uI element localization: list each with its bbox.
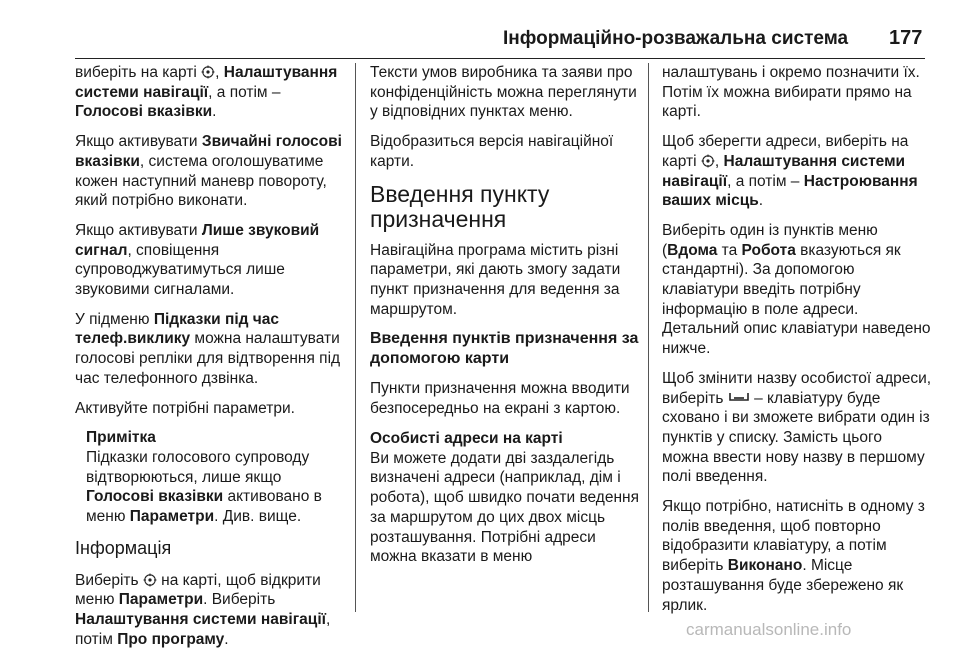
text: , сповіщення супроводжуватимуться лише звуковими сигналами. (75, 241, 285, 299)
text: активовано в меню (86, 488, 322, 526)
paragraph (662, 132, 932, 211)
watermark: carmanualsonline.info (686, 620, 852, 639)
menu-term: Підказки під час телеф.виклику (75, 310, 280, 348)
text: на карті, щоб відкрити меню (75, 571, 321, 609)
text: . Див. вище. (214, 508, 302, 526)
paragraph (75, 310, 347, 389)
text: , потім (75, 611, 331, 648)
paragraph: Пункти призначення можна вводити безпосередньо на екрані з картою. (370, 380, 630, 418)
column-1 (75, 63, 347, 660)
text: . (212, 103, 217, 121)
header-rule (75, 58, 925, 59)
paragraph (75, 221, 347, 300)
text: можна налаштувати голосові репліки для відтворення під час телефонного дзвінка. (75, 330, 341, 387)
menu-term: Виконано (727, 557, 803, 575)
menu-term: Налаштування системи навігації (75, 64, 338, 101)
paragraph: налаштувань і окремо позначити їх. Потім їх можна вибирати прямо на карті. (662, 64, 920, 121)
text: – клавіатуру буде сховано і ви зможете вибрати один із пунктів у списку. Замість цього можна ввести нову назву в першому полі введення. (662, 389, 930, 486)
text: Щоб зберегти адреси, виберіть на карті (662, 133, 909, 170)
text: та (717, 241, 742, 259)
text: виберіть на карті (75, 64, 197, 81)
menu-term: Про програму (117, 630, 225, 648)
paragraph (75, 63, 347, 122)
menu-term: Настроювання ваших місць (662, 172, 918, 210)
paragraph (75, 132, 347, 211)
column-divider-1 (355, 63, 356, 612)
text: У підменю (75, 310, 154, 328)
text: Виберіть один із пунктів меню ( (662, 221, 878, 259)
text: . (758, 192, 764, 210)
text: . Місце розташування буде збережено як ярлик. (662, 557, 904, 614)
paragraph: Навігаційна програма містить різні параметри, які дають змогу задати пункт призначення для ведення за маршрутом. (370, 241, 621, 318)
text: Підказки голосового супроводу відтворюються, лише якщо (86, 448, 310, 486)
note-title: Примітка (86, 429, 156, 447)
crosshair-icon (701, 154, 715, 168)
paragraph: Активуйте потрібні параметри. (75, 399, 295, 417)
keyboard-hide-icon (728, 391, 750, 405)
section-heading: Введення пункту призначення (370, 180, 550, 232)
text: . (224, 630, 229, 648)
text: Якщо активувати (75, 221, 202, 239)
text: , а потім – (208, 83, 281, 101)
paragraph (662, 369, 932, 487)
text: . Виберіть (203, 591, 276, 609)
page-number: 177 (889, 27, 923, 49)
text: Виберіть (75, 571, 143, 589)
text: вказуються як стандартні). За допомогою клавіатури введіть потрібну інформацію в поле адреси. Детальний опис клавіатури наведено нижче. (662, 241, 931, 358)
menu-term: Вдома (667, 241, 718, 259)
section-heading: Інформація (75, 537, 172, 558)
note-box (86, 428, 347, 527)
text: , а потім – (727, 172, 804, 190)
text: Якщо активувати (75, 133, 202, 151)
menu-term: Налаштування системи навігації (662, 152, 906, 190)
paragraph: Ви можете додати дві заздалегідь визначені адреси (наприклад, дім і робота), щоб швидко почати ведення за маршрутом до цих двох місць розташування. Потрібні адреси можна вказати в меню (370, 449, 639, 566)
subsection-heading: Введення пунктів призначення за допомогою карти (370, 330, 639, 368)
paragraph (662, 221, 932, 359)
text: , система оголошуватиме кожен наступний маневр повороту, який потрібно виконати. (75, 152, 327, 210)
note-text (86, 448, 347, 527)
crosshair-icon (201, 65, 215, 79)
paragraph: Тексти умов виробника та заяви про конфіденційність можна переглянути у відповідних пунктах меню. (370, 64, 637, 121)
header-title: Інформаційно-розважальна система (503, 28, 849, 49)
subsubsection-heading: Особисті адреси на карті (370, 429, 563, 447)
column-2 (370, 63, 645, 577)
paragraph: Відобразиться версія навігаційної карти. (370, 133, 614, 170)
menu-term: Робота (741, 241, 796, 259)
page-header (0, 0, 960, 62)
menu-term: Налаштування системи навігації (75, 611, 326, 629)
text: , (215, 64, 224, 81)
text: , (714, 152, 724, 170)
menu-term: Голосові вказівки (86, 488, 224, 506)
text: Щоб змінити назву особистої адреси, виберіть (662, 369, 932, 407)
paragraph (662, 497, 932, 615)
column-divider-2 (648, 63, 649, 612)
menu-term: Голосові вказівки (75, 103, 213, 121)
menu-term: Параметри (129, 508, 215, 526)
menu-term: Лише звуковий сигнал (75, 221, 320, 259)
menu-term: Звичайні голосові вказівки (75, 133, 342, 170)
crosshair-icon (143, 573, 157, 587)
menu-term: Параметри (118, 591, 204, 609)
text: Якщо потрібно, натисніть в одному з полів введення, щоб повторно відобразити клавіатуру, а потім виберіть (662, 498, 925, 575)
column-3 (662, 63, 932, 625)
paragraph (75, 571, 347, 650)
